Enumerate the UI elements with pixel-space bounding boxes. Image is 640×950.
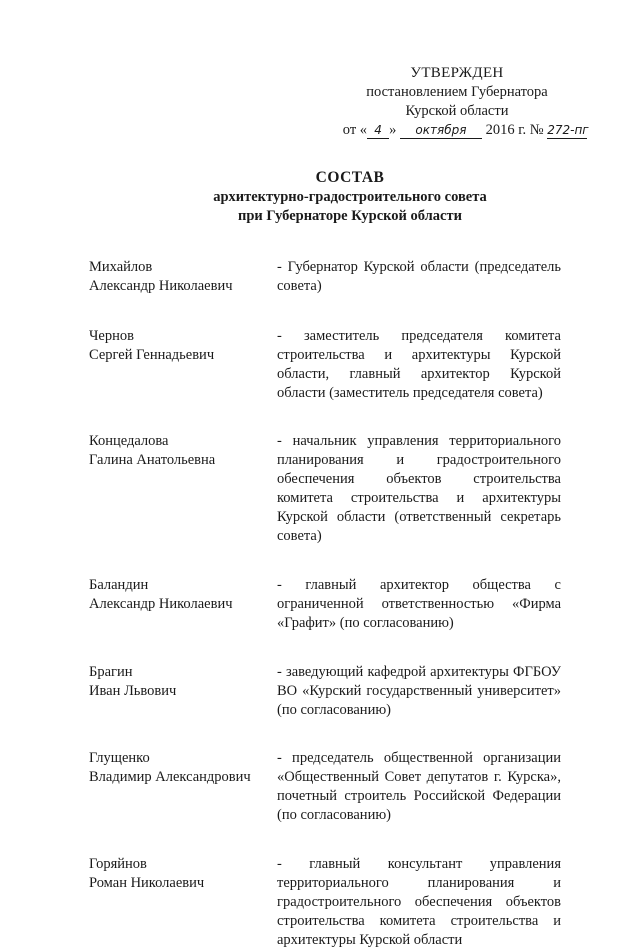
heading-line-2: при Губернаторе Курской области bbox=[238, 208, 462, 224]
members-list bbox=[89, 258, 561, 950]
member-entry bbox=[89, 258, 561, 296]
member-name bbox=[89, 576, 277, 633]
member-role: - начальник управления территориального планирования и градостроительного обеспечения объектов строительства комитета строительства и архитектуры Курской области (ответственный секретарь совета) bbox=[277, 433, 561, 544]
member-entry bbox=[89, 855, 561, 950]
member-given-name: Владимир Александрович bbox=[89, 769, 251, 785]
member-given-name: Иван Львович bbox=[89, 683, 177, 699]
heading-line-1: архитектурно-градостроительного совета bbox=[213, 189, 487, 205]
member-entry bbox=[89, 576, 561, 633]
handwritten-day: 4 bbox=[367, 123, 389, 139]
member-given-name: Галина Анатольевна bbox=[89, 452, 216, 468]
handwritten-month: октября bbox=[400, 123, 482, 139]
member-surname: Чернов bbox=[89, 328, 134, 344]
member-entry bbox=[89, 432, 561, 546]
approval-block bbox=[322, 64, 592, 140]
member-name bbox=[89, 749, 277, 825]
member-role: - главный консультант управления территориального планирования и градостроительного обеспечения объектов строительства комитета строительства и архитектуры Курской области bbox=[277, 856, 561, 948]
member-entry bbox=[89, 327, 561, 403]
member-role: - главный архитектор общества с ограниченной ответственностью «Фирма «Графит» (по согласованию) bbox=[277, 577, 561, 631]
member-given-name: Сергей Геннадьевич bbox=[89, 347, 215, 363]
member-role: - заведующий кафедрой архитектуры ФГБОУ ВО «Курский государственный университет» (по согласованию) bbox=[277, 664, 561, 718]
member-name bbox=[89, 258, 277, 296]
approval-line-1: постановлением Губернатора bbox=[366, 84, 548, 100]
approval-line-2: Курской области bbox=[405, 103, 509, 119]
document-heading bbox=[130, 168, 570, 226]
heading-title: СОСТАВ bbox=[315, 169, 385, 186]
member-name bbox=[89, 855, 277, 950]
member-name bbox=[89, 327, 277, 403]
member-surname: Концедалова bbox=[89, 433, 169, 449]
handwritten-number: 272-пг bbox=[547, 123, 589, 137]
member-surname: Михайлов bbox=[89, 259, 153, 275]
member-role: - председатель общественной организации «Общественный Совет депутатов г. Курска», почетный строитель Российской Федерации (по согласованию) bbox=[277, 750, 561, 823]
date-mid: » bbox=[389, 122, 397, 138]
member-given-name: Александр Николаевич bbox=[89, 596, 233, 612]
member-surname: Горяйнов bbox=[89, 856, 147, 872]
member-surname: Брагин bbox=[89, 664, 133, 680]
member-name bbox=[89, 432, 277, 546]
member-entry bbox=[89, 749, 561, 825]
date-prefix: от « bbox=[342, 122, 368, 138]
member-role: - Губернатор Курской области (председатель совета) bbox=[277, 259, 561, 294]
member-entry bbox=[89, 663, 561, 720]
member-role: - заместитель председателя комитета строительства и архитектуры Курской области, главный архитектор Курской области (заместитель председателя совета) bbox=[277, 328, 561, 401]
approval-title: УТВЕРЖДЕН bbox=[410, 65, 504, 81]
member-given-name: Александр Николаевич bbox=[89, 278, 233, 294]
year-and-number-label: 2016 г. № bbox=[485, 122, 544, 138]
member-given-name: Роман Николаевич bbox=[89, 875, 205, 891]
approval-date-line bbox=[330, 121, 600, 140]
member-name bbox=[89, 663, 277, 720]
member-surname: Баландин bbox=[89, 577, 149, 593]
member-surname: Глущенко bbox=[89, 750, 150, 766]
